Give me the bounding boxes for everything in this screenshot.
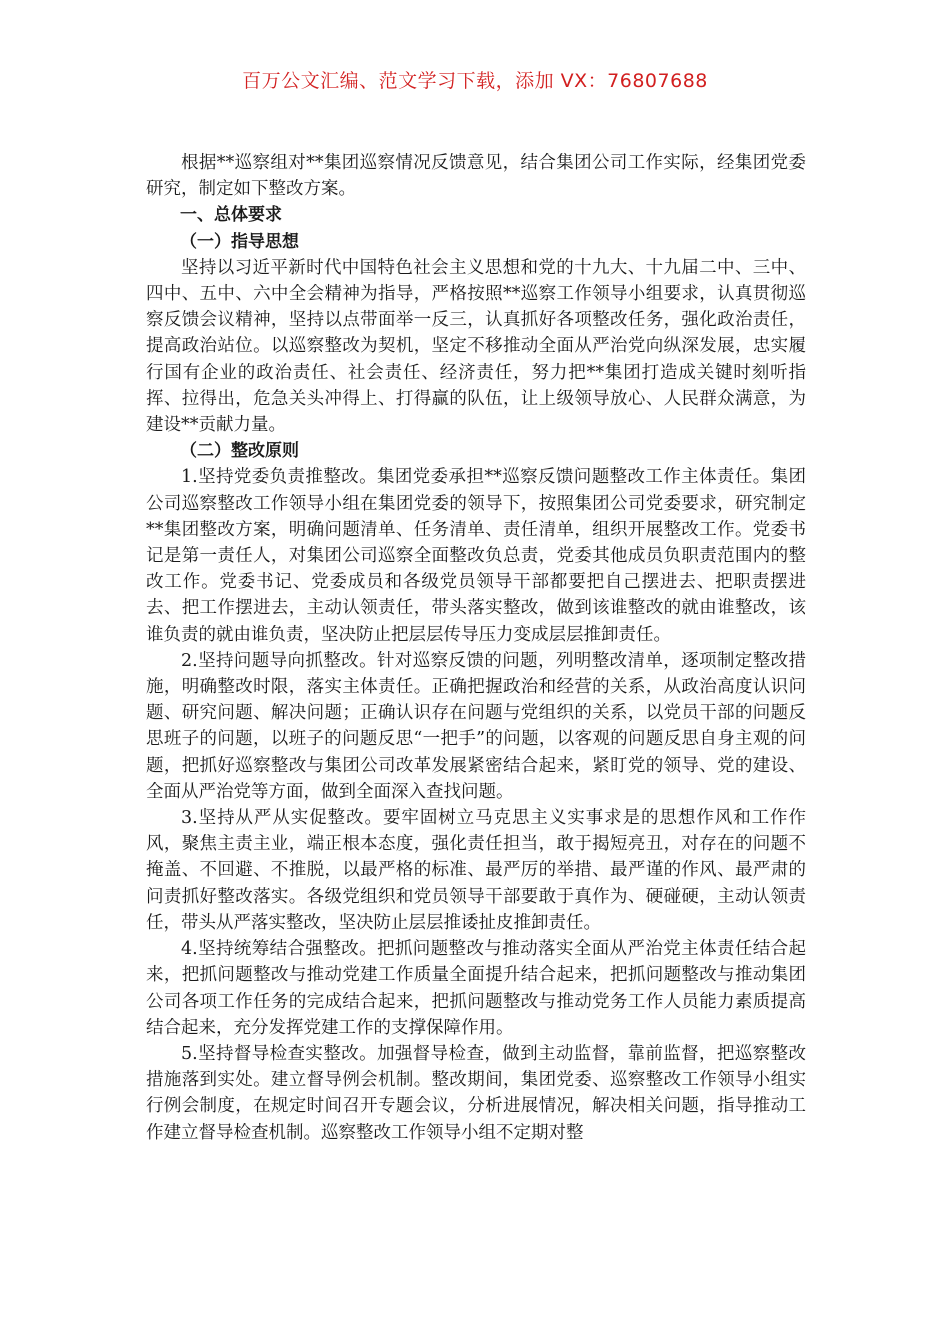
principle-paragraph-2: 2.坚持问题导向抓整改。针对巡察反馈的问题，列明整改清单，逐项制定整改措施，明确整改时限，落实主体责任。正确把握政治和经营的关系，从政治高度认识问题、研究问题、解决问题；正确认识存在问题与党组织的关系，以党员干部的问题反思班子的问题，以班子的问题反思“一把手”的问题，以客观的问题反思自身主观的问题，把抓好巡察整改与集团公司改革发展紧密结合起来，紧盯党的领导、党的建设、全面从严治党等方面，做到全面深入查找问题。 bbox=[146, 650, 806, 802]
section-heading-overall-requirements: 一、总体要求 bbox=[180, 205, 282, 226]
principle-paragraph-1: 1.坚持党委负责推整改。集团党委承担**巡察反馈问题整改工作主体责任。集团公司巡察整改工作领导小组在集团党委的领导下，按照集团公司党委要求，研究制定**集团整改方案，明确问题清单、任务清单、责任清单，组织开展整改工作。党委书记是第一责任人，对集团公司巡察全面整改负总责，党委其他成员负职责范围内的整改工作。党委书记、党委成员和各级党员领导干部都要把自己摆进去、把职责摆进去、把工作摆进去，主动认领责任，带头落实整改，做到该谁整改的就由谁整改，该谁负责的就由谁负责，坚决防止把层层传导压力变成层层推卸责任。 bbox=[146, 467, 806, 645]
header-banner: 百万公文汇编、范文学习下载，添加 VX：76807688 bbox=[242, 70, 708, 92]
document-body bbox=[146, 150, 806, 1146]
principle-paragraph-5: 5.坚持督导检查实整改。加强督导检查，做到主动监督，靠前监督，把巡察整改措施落到实处。建立督导例会机制。整改期间，集团党委、巡察整改工作领导小组实行例会制度，在规定时间召开专题会议，分析进展情况，解决相关问题，指导推动工作建立督导检查机制。巡察整改工作领导小组不定期对整 bbox=[146, 1043, 806, 1143]
principle-paragraph-3: 3.坚持从严从实促整改。要牢固树立马克思主义实事求是的思想作风和工作作风，聚焦主责主业，端正根本态度，强化责任担当，敢于揭短亮丑，对存在的问题不掩盖、不回避、不推脱，以最严格的标准、最严厉的举措、最严谨的作风、最严肃的问责抓好整改落实。各级党组织和党员领导干部要敢于真作为、硬碰硬，主动认领责任，带头从严落实整改，坚决防止层层推诿扯皮推卸责任。 bbox=[146, 808, 806, 933]
subsection-heading-guiding-ideology: （一）指导思想 bbox=[180, 231, 299, 252]
guiding-ideology-paragraph: 坚持以习近平新时代中国特色社会主义思想和党的十九大、十九届二中、三中、四中、五中、六中全会精神为指导，严格按照**巡察工作领导小组要求，认真贯彻巡察反馈会议精神，坚持以点带面举一反三，认真抓好各项整改任务，强化政治责任，提高政治站位。以巡察整改为契机，坚定不移推动全面从严治党向纵深发展，忠实履行国有企业的政治责任、社会责任、经济责任，努力把**集团打造成关键时刻听指挥、拉得出，危急关头冲得上、打得赢的队伍，让上级领导放心、人民群众满意，为建设**贡献力量。 bbox=[146, 257, 806, 436]
intro-paragraph: 根据**巡察组对**集团巡察情况反馈意见，结合集团公司工作实际，经集团党委研究，制定如下整改方案。 bbox=[146, 153, 806, 200]
subsection-heading-rectification-principles: （二）整改原则 bbox=[180, 441, 299, 462]
principle-paragraph-4: 4.坚持统筹结合强整改。把抓问题整改与推动落实全面从严治党主体责任结合起来，把抓问题整改与推动党建工作质量全面提升结合起来，把抓问题整改与推动集团公司各项工作任务的完成结合起来，把抓问题整改与推动党务工作人员能力素质提高结合起来，充分发挥党建工作的支撑保障作用。 bbox=[146, 939, 806, 1038]
